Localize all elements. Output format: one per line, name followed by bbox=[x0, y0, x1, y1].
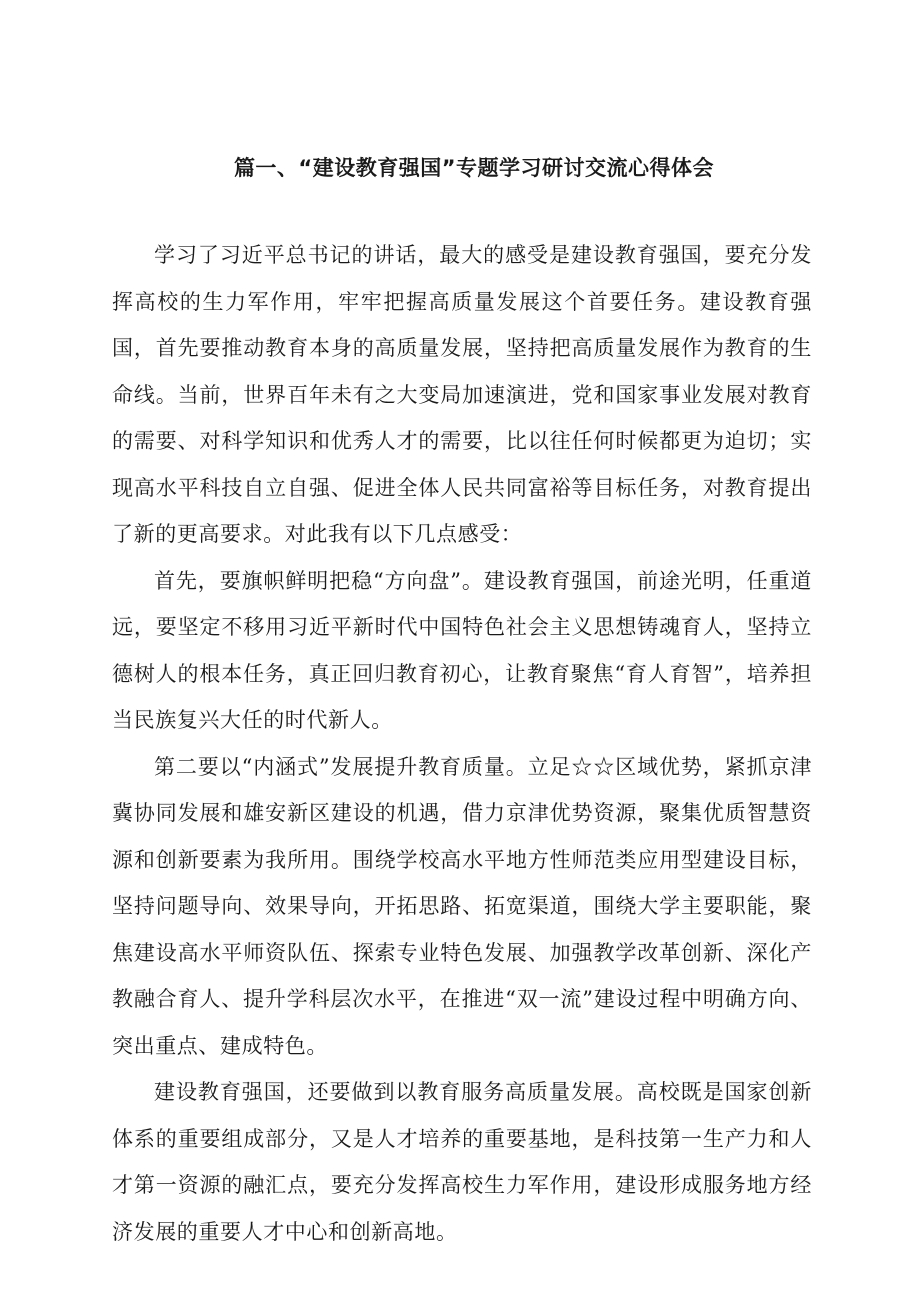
paragraph-4: 建设教育强国，还要做到以教育服务高质量发展。高校既是国家创新体系的重要组成部分，又是人才培养的重要基地，是科技第一生产力和人才第一资源的融汇点，要充分发挥高校生力军作用，建设形成服务地方经济发展的重要人才中心和创新高地。 bbox=[112, 1080, 812, 1244]
paragraph-3: 第二要以“内涵式”发展提升教育质量。立足☆☆区域优势，紧抓京津冀协同发展和雄安新区建设的机遇，借力京津优势资源，聚集优质智慧资源和创新要素为我所用。围绕学校高水平地方性师范类应用型建设目标，坚持问题导向、效果导向，开拓思路、拓宽渠道，围绕大学主要职能，聚焦建设高水平师资队伍、探索专业特色发展、加强教学改革创新、深化产教融合育人、提升学科层次水平，在推进“双一流”建设过程中明确方向、突出重点、建成特色。 bbox=[112, 754, 812, 1058]
paragraph-1: 学习了习近平总书记的讲话，最大的感受是建设教育强国，要充分发挥高校的生力军作用，牢牢把握高质量发展这个首要任务。建设教育强国，首先要推动教育本身的高质量发展，坚持把高质量发展作为教育的生命线。当前，世界百年未有之大变局加速演进，党和国家事业发展对教育的需要、对科学知识和优秀人才的需要，比以往任何时候都更为迫切；实现高水平科技自立自强、促进全体人民共同富裕等目标任务，对教育提出了新的更高要求。对此我有以下几点感受： bbox=[112, 243, 812, 546]
paragraph-2: 首先，要旗帜鲜明把稳“方向盘”。建设教育强国，前途光明，任重道远，要坚定不移用习近平新时代中国特色社会主义思想铸魂育人，坚持立德树人的根本任务，真正回归教育初心，让教育聚焦“育人育智”，培养担当民族复兴大任的时代新人。 bbox=[112, 568, 812, 732]
document-title: 篇一、“建设教育强国”专题学习研讨交流心得体会 bbox=[233, 156, 715, 180]
